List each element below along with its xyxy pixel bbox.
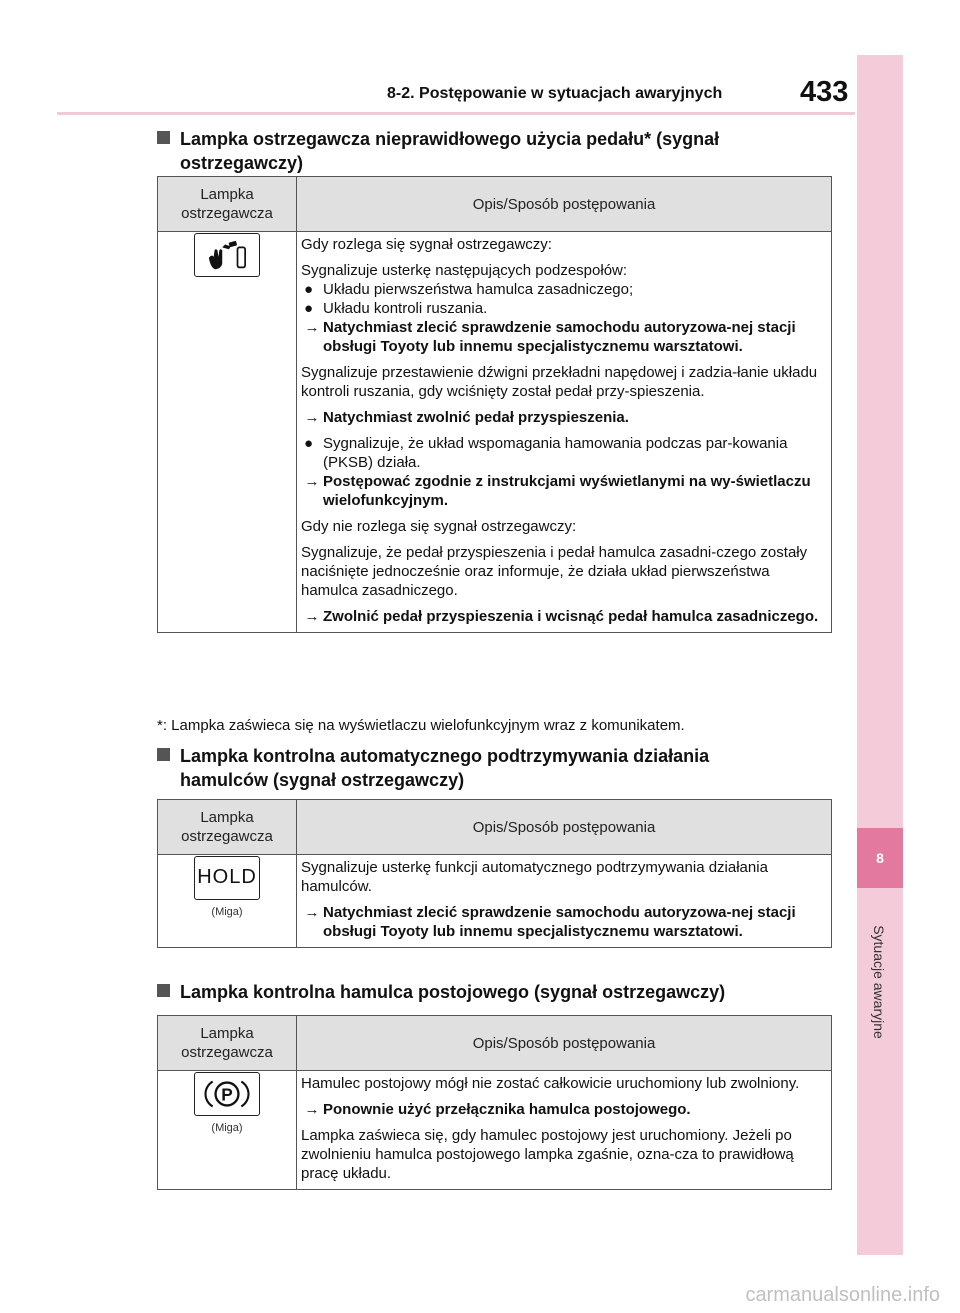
bullet-text: Układu pierwszeństwa hamulca zasadniczego;	[323, 281, 634, 298]
action-text: Postępować zgodnie z instrukcjami wyświetlanymi na wy-świetlaczu wielofunkcyjnym.	[323, 473, 811, 509]
action-item	[301, 318, 827, 356]
icon-caption: (Miga)	[211, 1122, 243, 1134]
paragraph-text: Hamulec postojowy mógł nie zostać całkowicie uruchomiony lub zwolniony.	[301, 1075, 800, 1092]
section-heading-brake-hold	[157, 744, 797, 792]
description-cell	[297, 232, 832, 633]
heading-text: Lampka ostrzegawcza nieprawidłowego użycia pedału* (sygnał ostrzegawczy)	[180, 129, 720, 173]
paragraph-text: Sygnalizuje, że pedał przyspieszenia i pedał hamulca zasadni-czego zostały naciśnięte jednocześnie oraz informuje, że działa układ pierwszeństwa hamulca zasadniczego.	[301, 544, 808, 599]
chapter-side-tab	[857, 55, 903, 1255]
content-list	[301, 858, 827, 941]
icon-caption: (Miga)	[211, 906, 243, 918]
col-header-description: Opis/Sposób postępowania	[297, 177, 832, 232]
action-item	[301, 903, 827, 941]
paragraph	[301, 261, 827, 280]
action-item	[301, 1100, 827, 1119]
chapter-number-box	[857, 828, 903, 888]
paragraph-text: Gdy nie rozlega się sygnał ostrzegawczy:	[301, 518, 577, 535]
svg-text:P: P	[221, 1084, 233, 1105]
section-heading-parking-brake	[157, 980, 837, 1004]
content-list	[301, 1074, 827, 1183]
icon-cell	[158, 1071, 297, 1190]
content-list	[301, 235, 827, 626]
paragraph	[301, 1126, 827, 1183]
table-row	[158, 232, 832, 633]
col-header-description: Opis/Sposób postępowania	[297, 800, 832, 855]
arrow-right-icon: →	[304, 904, 320, 921]
bullet-text: Sygnalizuje, że układ wspomagania hamowania podczas par-kowania (PKSB) działa.	[323, 435, 788, 471]
heading-text: Lampka kontrolna hamulca postojowego (sygnał ostrzegawczy)	[180, 982, 726, 1002]
bullet-dot-icon: ●	[304, 435, 314, 452]
arrow-right-icon: →	[304, 319, 320, 336]
col-header-lamp: Lampka ostrzegawcza	[158, 800, 297, 855]
heading-square-icon	[157, 748, 170, 761]
pedal-misuse-warning-icon	[194, 233, 260, 277]
paragraph-text: Sygnalizuje usterkę funkcji automatycznego podtrzymywania działania hamulców.	[301, 859, 768, 895]
bullet-dot-icon: ●	[304, 300, 314, 317]
arrow-right-icon: →	[304, 409, 320, 426]
paragraph	[301, 1074, 827, 1093]
action-text: Ponownie użyć przełącznika hamulca postojowego.	[323, 1101, 691, 1118]
warning-table-parking-brake	[157, 1015, 832, 1190]
table-row	[158, 855, 832, 948]
chapter-label: Sytuacje awaryjne	[871, 925, 887, 1039]
bullet-item	[301, 299, 827, 318]
heading-text: Lampka kontrolna automatycznego podtrzymywania działania hamulców (sygnał ostrzegawczy)	[180, 746, 710, 790]
icon-cell	[158, 855, 297, 948]
table-header-row	[158, 177, 832, 232]
page-number: 433	[800, 76, 849, 108]
table-row	[158, 1071, 832, 1190]
paragraph-text: Sygnalizuje usterkę następujących podzespołów:	[301, 262, 628, 279]
arrow-right-icon: →	[304, 473, 320, 490]
action-item	[301, 472, 827, 510]
paragraph	[301, 543, 827, 600]
bullet-item	[301, 434, 827, 472]
table-header-row	[158, 800, 832, 855]
table-header-row	[158, 1016, 832, 1071]
arrow-right-icon: →	[304, 608, 320, 625]
paragraph-text: Gdy rozlega się sygnał ostrzegawczy:	[301, 236, 552, 253]
paragraph	[301, 517, 827, 536]
paragraph	[301, 363, 827, 401]
brake-hold-icon	[194, 856, 260, 900]
warning-table-pedal-misuse	[157, 176, 832, 633]
bullet-dot-icon: ●	[304, 281, 314, 298]
watermark: carmanualsonline.info	[745, 1284, 940, 1306]
warning-table-brake-hold	[157, 799, 832, 948]
action-item	[301, 408, 827, 427]
chapter-number: 8	[876, 850, 884, 866]
parking-brake-icon	[194, 1072, 260, 1116]
col-header-lamp: Lampka ostrzegawcza	[158, 177, 297, 232]
footnote: *: Lampka zaświeca się na wyświetlaczu wielofunkcyjnym wraz z komunikatem.	[157, 717, 685, 734]
arrow-right-icon: →	[304, 1101, 320, 1118]
section-heading-pedal-misuse	[157, 127, 797, 175]
action-text: Natychmiast zlecić sprawdzenie samochodu autoryzowa-nej stacji obsługi Toyoty lub innemu specjalistycznemu warsztatowi.	[323, 904, 796, 940]
paragraph	[301, 858, 827, 896]
heading-square-icon	[157, 131, 170, 144]
col-header-description: Opis/Sposób postępowania	[297, 1016, 832, 1071]
action-text: Zwolnić pedał przyspieszenia i wcisnąć pedał hamulca zasadniczego.	[323, 608, 819, 625]
description-cell	[297, 1071, 832, 1190]
paragraph-text: Lampka zaświeca się, gdy hamulec postojowy jest uruchomiony. Jeżeli po zwolnieniu hamulca postojowego lampka zgaśnie, ozna-cza to prawidłową pracę układu.	[301, 1127, 794, 1182]
bullet-item	[301, 280, 827, 299]
hold-icon-text: HOLD	[197, 866, 257, 888]
description-cell	[297, 855, 832, 948]
paragraph-text: Sygnalizuje przestawienie dźwigni przekładni napędowej i zadzia-łanie układu kontroli ruszania, gdy wciśnięty został pedał przy-spieszenia.	[301, 364, 818, 400]
action-item	[301, 607, 827, 626]
paragraph	[301, 235, 827, 254]
action-text: Natychmiast zlecić sprawdzenie samochodu autoryzowa-nej stacji obsługi Toyoty lub innemu specjalistycznemu warsztatowi.	[323, 319, 796, 355]
bullet-text: Układu kontroli ruszania.	[323, 300, 488, 317]
col-header-lamp: Lampka ostrzegawcza	[158, 1016, 297, 1071]
icon-cell	[158, 232, 297, 633]
section-title: 8-2. Postępowanie w sytuacjach awaryjnych	[387, 85, 723, 102]
header-rule	[57, 112, 855, 115]
action-text: Natychmiast zwolnić pedał przyspieszenia.	[323, 409, 629, 426]
heading-square-icon	[157, 984, 170, 997]
